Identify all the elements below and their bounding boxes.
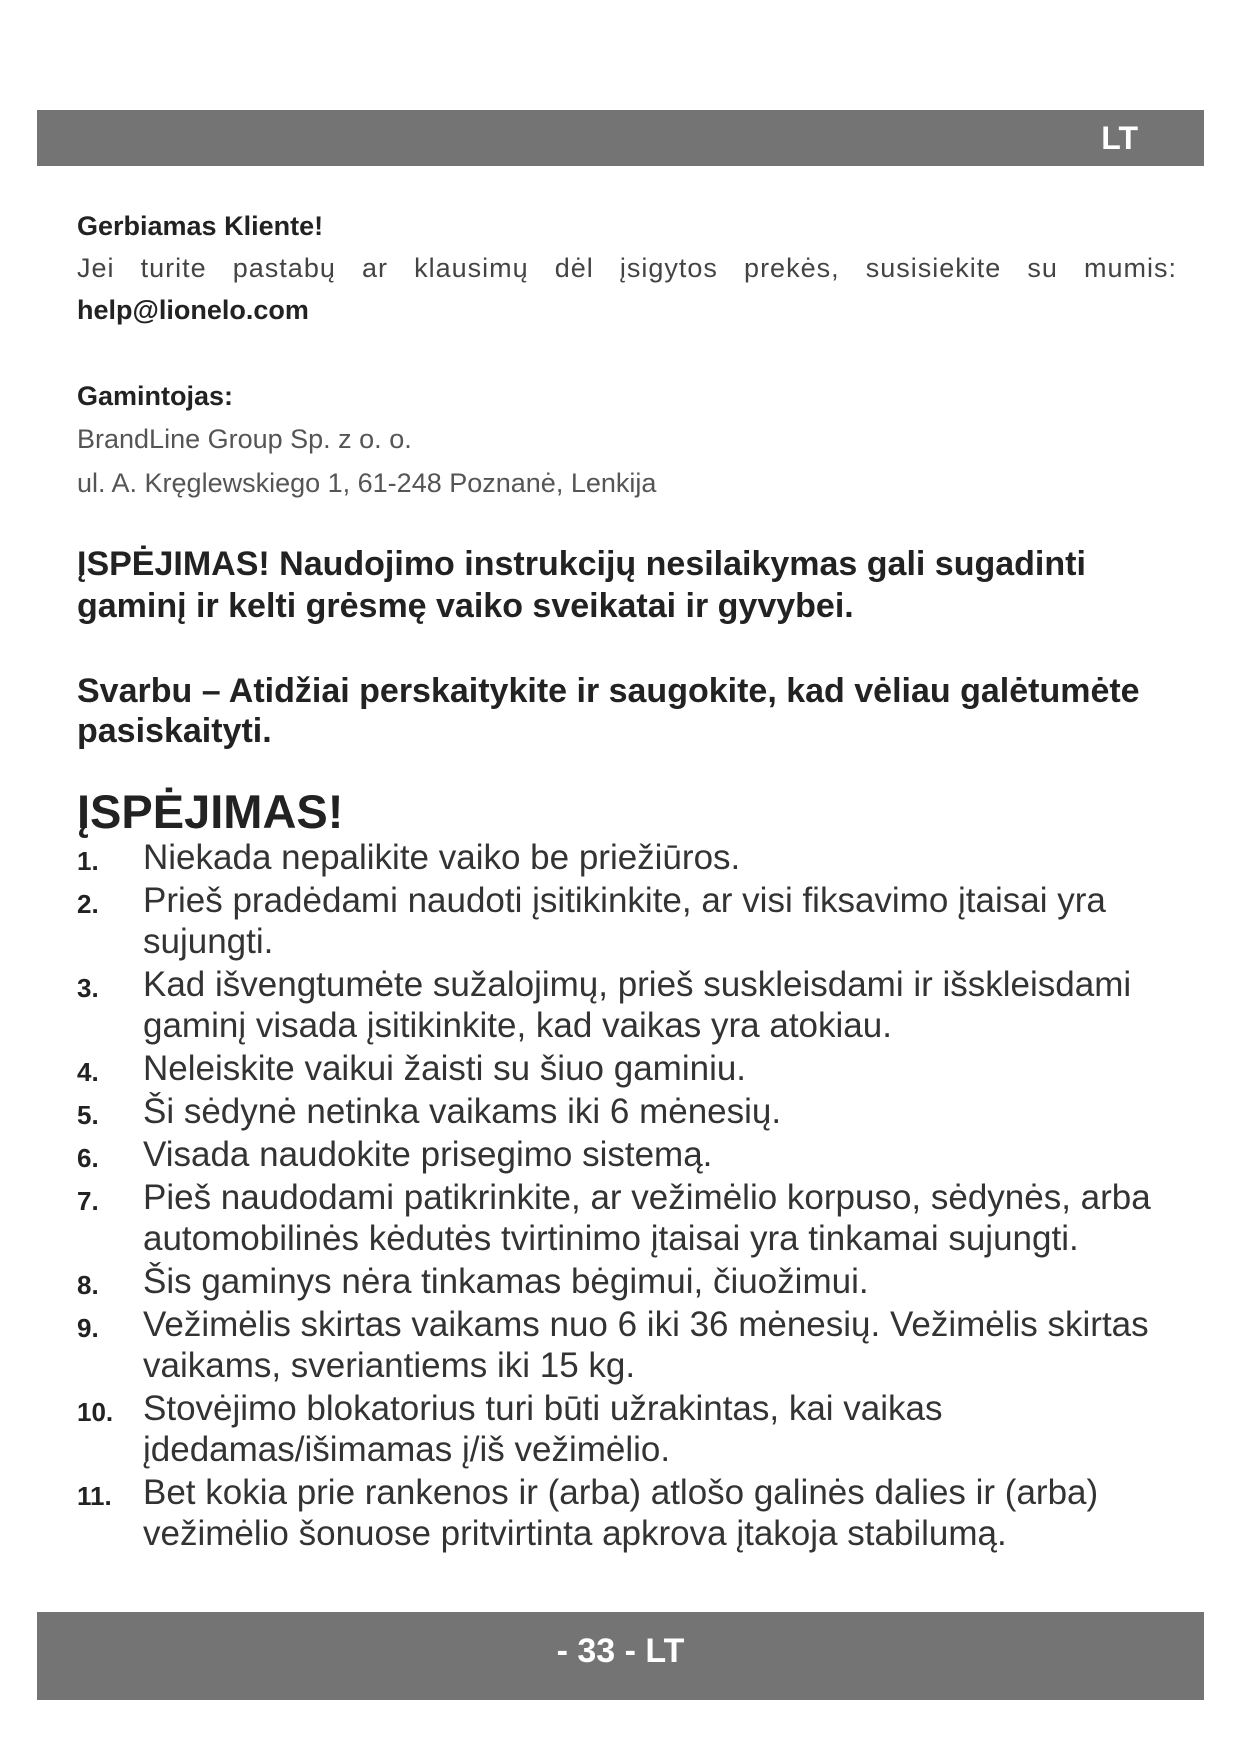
list-item bbox=[77, 1091, 1177, 1132]
item-text: Ši sėdynė netinka vaikams iki 6 mėnesių. bbox=[143, 1092, 782, 1131]
list-item bbox=[77, 880, 1177, 962]
list-item bbox=[77, 1177, 1177, 1259]
item-text: Niekada nepalikite vaiko be priežiūros. bbox=[143, 838, 741, 877]
header-bar bbox=[37, 110, 1204, 166]
item-number: 9. bbox=[77, 1313, 99, 1343]
manufacturer-label: Gamintojas: bbox=[77, 381, 234, 411]
warning-notice: ĮSPĖJIMAS! Naudojimo instrukcijų nesilaikymas gali sugadinti gaminį ir kelti grėsmę vaiko sveikatai ir gyvybei. bbox=[77, 545, 1086, 625]
item-text: Vežimėlis skirtas vaikams nuo 6 iki 36 mėnesių. Vežimėlis skirtas vaikams, sveriantiems iki 15 kg. bbox=[143, 1305, 1149, 1385]
item-number: 2. bbox=[77, 889, 99, 919]
contact-text: Jei turite pastabų ar klausimų dėl įsigytos prekės, susisiekite su mumis: bbox=[77, 253, 1177, 283]
warnings-list bbox=[77, 837, 1177, 1554]
greeting: Gerbiamas Kliente! bbox=[77, 211, 324, 241]
item-text: Visada naudokite prisegimo sistemą. bbox=[143, 1135, 713, 1174]
list-item bbox=[77, 837, 1177, 878]
item-number: 6. bbox=[77, 1143, 99, 1173]
item-number: 3. bbox=[77, 973, 99, 1003]
item-text: Pieš naudodami patikrinkite, ar vežimėlio korpuso, sėdynės, arba automobilinės kėdutės tvirtinimo įtaisai yra tinkamai sujungti. bbox=[143, 1178, 1151, 1258]
language-code: LT bbox=[1101, 120, 1138, 156]
page-content bbox=[77, 205, 1177, 1556]
item-text: Kad išvengtumėte sužalojimų, prieš suskleisdami ir išskleisdami gaminį visada įsitikinkite, kad vaikas yra atokiau. bbox=[143, 965, 1132, 1045]
item-number: 11. bbox=[77, 1481, 112, 1511]
item-number: 4. bbox=[77, 1057, 99, 1087]
important-notice: Svarbu – Atidžiai perskaitykite ir saugokite, kad vėliau galėtumėte pasiskaityti. bbox=[77, 672, 1140, 750]
list-item bbox=[77, 1472, 1177, 1554]
item-number: 10. bbox=[77, 1397, 114, 1427]
list-item bbox=[77, 1388, 1177, 1470]
footer-bar bbox=[37, 1612, 1204, 1700]
item-text: Stovėjimo blokatorius turi būti užrakintas, kai vaikas įdedamas/išimamas į/iš vežimėlio. bbox=[143, 1389, 943, 1469]
page-number: - 33 - LT bbox=[556, 1632, 685, 1670]
item-text: Neleiskite vaikui žaisti su šiuo gaminiu. bbox=[143, 1049, 747, 1088]
manufacturer-name: BrandLine Group Sp. z o. o. bbox=[77, 424, 412, 454]
list-item bbox=[77, 1134, 1177, 1175]
item-text: Bet kokia prie rankenos ir (arba) atlošo galinės dalies ir (arba) vežimėlio šonuose pritvirtinta apkrova įtakoja stabilumą. bbox=[143, 1473, 1099, 1553]
manufacturer-address: ul. A. Kręglewskiego 1, 61-248 Poznanė, Lenkija bbox=[77, 468, 657, 498]
list-item bbox=[77, 1261, 1177, 1302]
contact-email[interactable]: help@lionelo.com bbox=[77, 295, 309, 325]
item-number: 5. bbox=[77, 1100, 99, 1130]
list-item bbox=[77, 1048, 1177, 1089]
item-text: Šis gaminys nėra tinkamas bėgimui, čiuožimui. bbox=[143, 1262, 869, 1301]
item-number: 7. bbox=[77, 1186, 99, 1216]
list-item bbox=[77, 964, 1177, 1046]
list-item bbox=[77, 1304, 1177, 1386]
item-number: 8. bbox=[77, 1270, 99, 1300]
item-text: Prieš pradėdami naudoti įsitikinkite, ar visi fiksavimo įtaisai yra sujungti. bbox=[143, 881, 1106, 961]
item-number: 1. bbox=[77, 846, 99, 876]
warnings-heading: ĮSPĖJIMAS! bbox=[77, 785, 344, 838]
